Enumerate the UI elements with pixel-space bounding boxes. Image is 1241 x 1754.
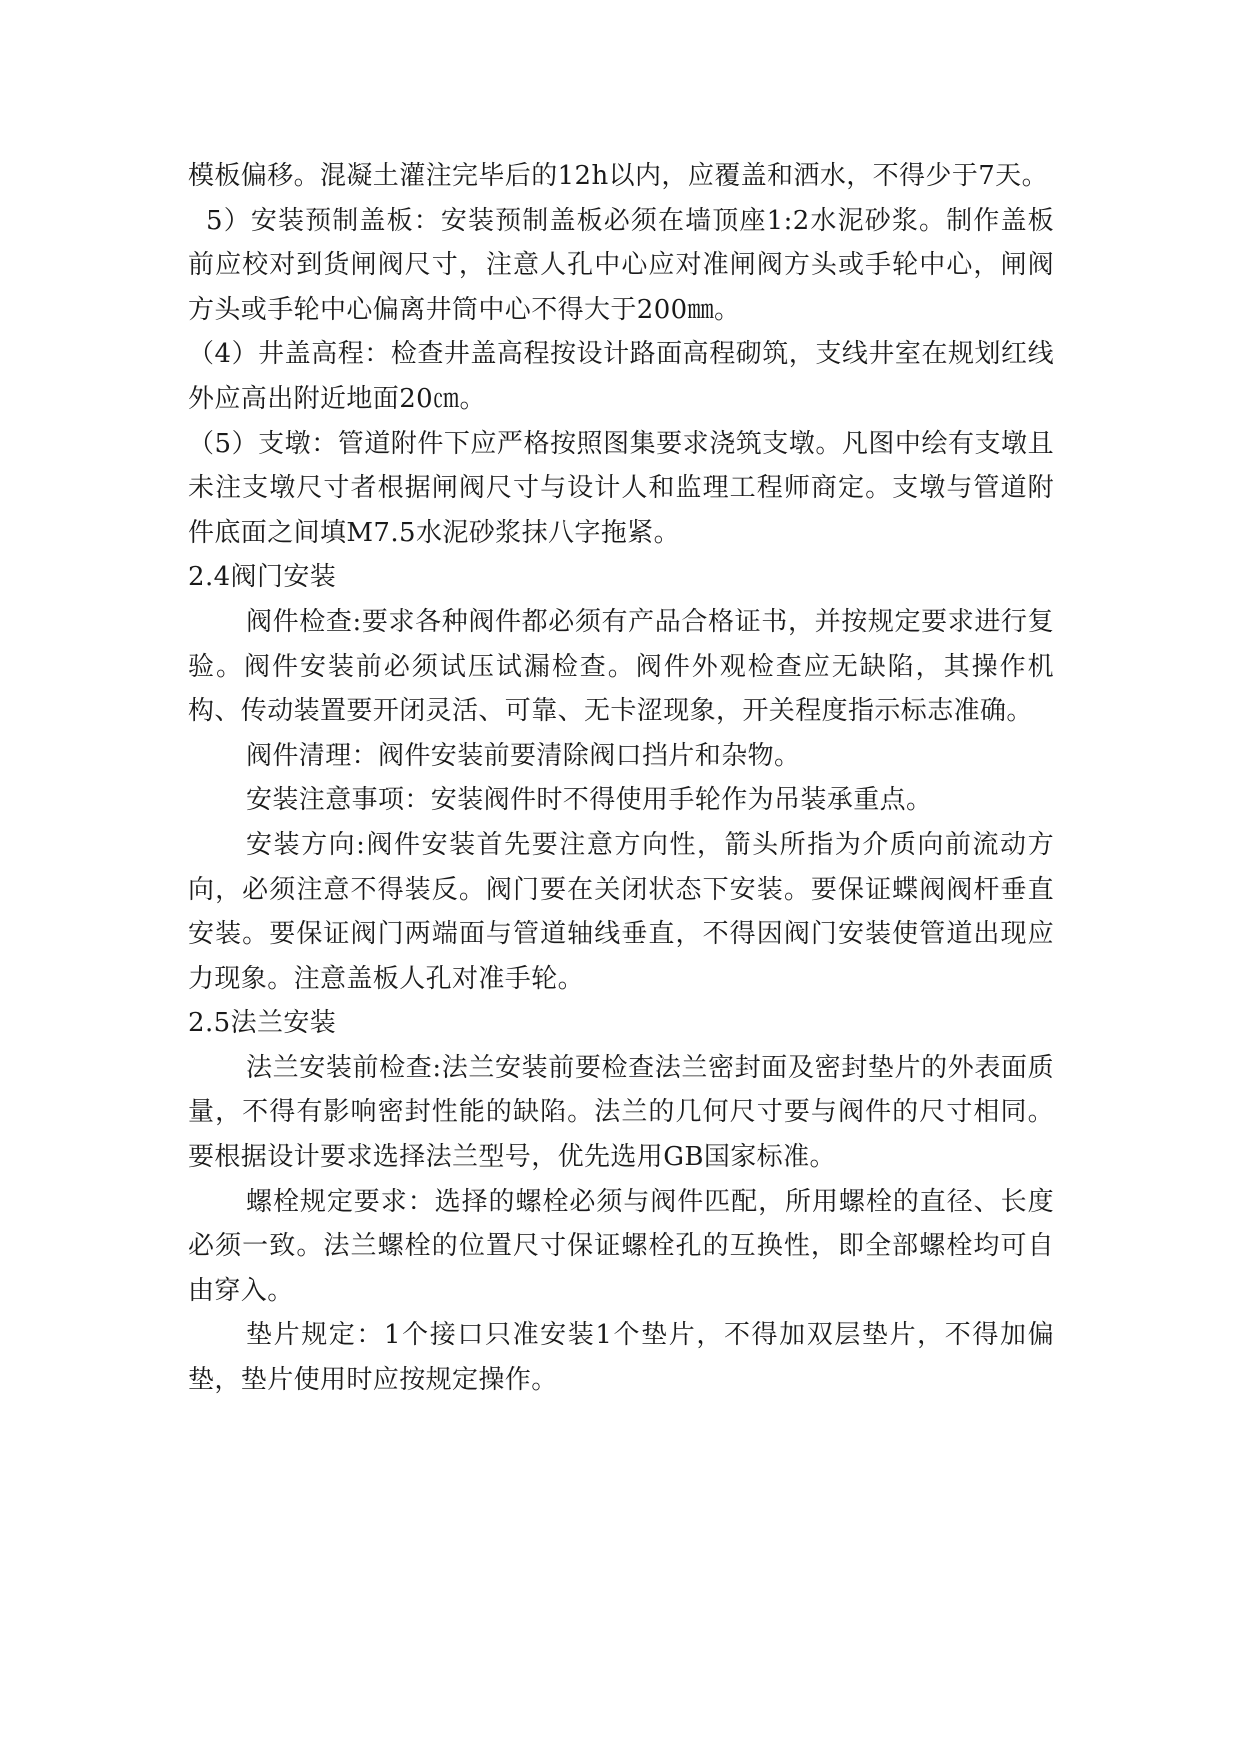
paragraph-precast-cover-plate: 5）安装预制盖板：安装预制盖板必须在墙顶座1:2水泥砂浆。制作盖板前应校对到货闸阀尺寸，注意人孔中心应对准闸阀方头或手轮中心，闸阀方头或手轮中心偏离井筒中心不得大于200㎜。 [188,205,1054,325]
paragraph-valve-cleaning: 阀件清理：阀件安装前要清除阀口挡片和杂物。 [246,740,801,771]
section-heading-valve-installation: 2.4阀门安装 [188,562,337,593]
paragraph-well-cover-elevation: （4）井盖高程：检查井盖高程按设计路面高程砌筑，支线井室在规划红线外应高出附近地面20㎝。 [188,339,1054,414]
paragraph-bolt-requirements: 螺栓规定要求：选择的螺栓必须与阀件匹配，所用螺栓的直径、长度必须一致。法兰螺栓的位置尺寸保证螺栓孔的互换性，即全部螺栓均可自由穿入。 [188,1186,1054,1306]
paragraph-buttress: （5）支墩：管道附件下应严格按照图集要求浇筑支墩。凡图中绘有支墩且未注支墩尺寸者根据闸阀尺寸与设计人和监理工程师商定。支墩与管道附件底面之间填M7.5水泥砂浆抹八字拖紧。 [188,428,1054,548]
paragraph-flange-inspection: 法兰安装前检查:法兰安装前要检查法兰密封面及密封垫片的外表面质量，不得有影响密封性能的缺陷。法兰的几何尺寸要与阀件的尺寸相同。要根据设计要求选择法兰型号，优先选用GB国家标准。 [188,1052,1054,1173]
paragraph-formwork-curing: 模板偏移。混凝土灌注完毕后的12h以内，应覆盖和洒水，不得少于7天。 [188,161,1048,191]
document-body [188,154,1054,1403]
section-heading-flange-installation: 2.5法兰安装 [188,1008,337,1039]
paragraph-gasket-rules: 垫片规定：1个接口只准安装1个垫片，不得加双层垫片，不得加偏垫，垫片使用时应按规定操作。 [188,1320,1054,1396]
paragraph-valve-inspection: 阀件检查:要求各种阀件都必须有产品合格证书，并按规定要求进行复验。阀件安装前必须试压试漏检查。阀件外观检查应无缺陷，其操作机构、传动装置要开闭灵活、可靠、无卡涩现象，开关程度指示标志准确。 [188,606,1054,727]
paragraph-installation-direction: 安装方向:阀件安装首先要注意方向性，箭头所指为介质向前流动方向，必须注意不得装反。阀门要在关闭状态下安装。要保证蝶阀阀杆垂直安装。要保证阀门两端面与管道轴线垂直，不得因阀门安装使管道出现应力现象。注意盖板人孔对准手轮。 [188,829,1054,994]
paragraph-installation-notes: 安装注意事项：安装阀件时不得使用手轮作为吊装承重点。 [246,785,933,816]
